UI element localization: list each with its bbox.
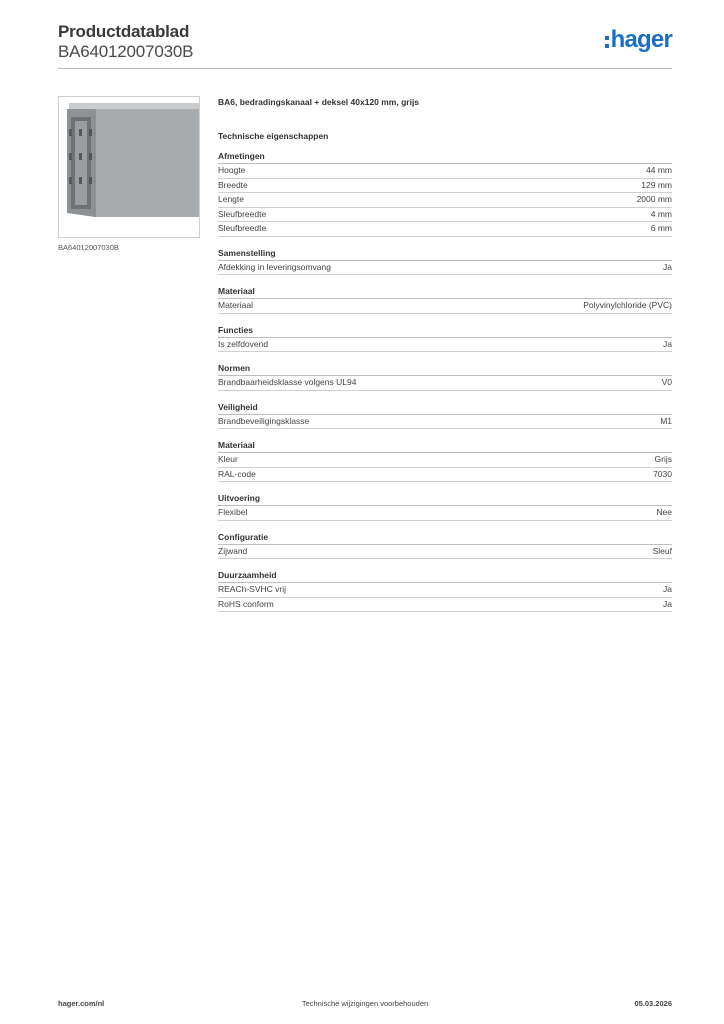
logo-colon-icon [605,36,609,48]
header-divider [58,68,672,69]
spec-row [218,299,672,314]
spec-label: Brandbeveiligingsklasse [218,415,310,426]
spec-label: Kleur [218,454,238,464]
spec-value: Grijs [654,454,672,464]
spec-group-title: Veiligheid [218,401,672,415]
spec-label: Zijwand [218,545,248,556]
spec-value: Nee [656,507,672,517]
spec-group-title: Uitvoering [218,492,672,506]
document-header [58,22,193,62]
spec-group-title: Normen [218,362,672,376]
spec-value: 2000 mm [636,194,672,204]
product-name: BA6, bedradingskanaal + deksel 40x120 mm, grijs [218,97,420,107]
spec-row [218,506,672,521]
spec-row [218,376,672,391]
spec-value: 6 mm [650,223,672,233]
spec-groups [218,150,672,612]
spec-row [218,222,672,237]
spec-value: Sleuf [652,545,672,556]
spec-group [218,401,672,430]
spec-label: Flexibel [218,507,248,517]
spec-value: 7030 [653,468,672,479]
spec-label: RAL-code [218,468,256,479]
spec-row [218,415,672,430]
spec-row [218,164,672,179]
spec-group-title: Functies [218,324,672,338]
image-caption: BA64012007030B [58,243,119,252]
spec-label: Brandbaarheidsklasse volgens UL94 [218,377,357,387]
spec-label: Lengte [218,194,244,204]
spec-group-title: Samenstelling [218,247,672,261]
spec-value: 4 mm [650,208,672,219]
cable-duct-image [58,96,200,238]
spec-value: 129 mm [641,179,672,190]
spec-row [218,193,672,208]
section-title: Technische eigenschappen [218,131,329,141]
spec-value: M1 [660,415,672,426]
spec-label: Is zelfdovend [218,338,269,349]
logo-text: hager [610,26,672,53]
spec-group [218,362,672,391]
spec-group [218,531,672,560]
spec-group [218,324,672,353]
spec-value: Ja [663,584,672,594]
spec-value: Ja [663,598,672,609]
hager-logo [605,28,672,52]
spec-group [218,492,672,521]
spec-label: REACh-SVHC vrij [218,584,287,594]
spec-group [218,285,672,314]
spec-group [218,439,672,482]
spec-group-title: Configuratie [218,531,672,545]
spec-value: Polyvinylchloride (PVC) [583,300,672,310]
spec-content [218,96,672,612]
footer-date: 05.03.2026 [634,999,672,1008]
product-code: BA64012007030B [58,42,194,61]
spec-label: Afdekking in leveringsomvang [218,261,331,272]
spec-row [218,453,672,468]
spec-label: Breedte [218,179,248,190]
spec-label: Sleufbreedte [218,208,267,219]
spec-value: Ja [663,338,672,349]
spec-row [218,338,672,353]
cable-duct-icon [59,97,199,237]
spec-group [218,247,672,276]
spec-group-title: Materiaal [218,439,672,453]
spec-row [218,208,672,223]
spec-value: 44 mm [646,165,672,175]
spec-value: Ja [663,261,672,272]
spec-label: Hoogte [218,165,246,175]
spec-group [218,569,672,612]
spec-label: Materiaal [218,300,253,310]
spec-group [218,150,672,237]
footer-website: hager.com/nl [58,999,105,1008]
footer-notice: Technische wijzigingen voorbehouden [301,999,429,1008]
document-title: Productdatablad [58,22,190,41]
spec-row [218,598,672,613]
spec-group-title: Afmetingen [218,150,672,164]
spec-label: Sleufbreedte [218,223,267,233]
spec-row [218,583,672,598]
spec-row [218,545,672,560]
spec-row [218,261,672,276]
spec-label: RoHS conform [218,598,274,609]
spec-group-title: Materiaal [218,285,672,299]
spec-row [218,468,672,483]
spec-value: V0 [661,377,672,387]
spec-group-title: Duurzaamheid [218,569,672,583]
spec-row [218,179,672,194]
